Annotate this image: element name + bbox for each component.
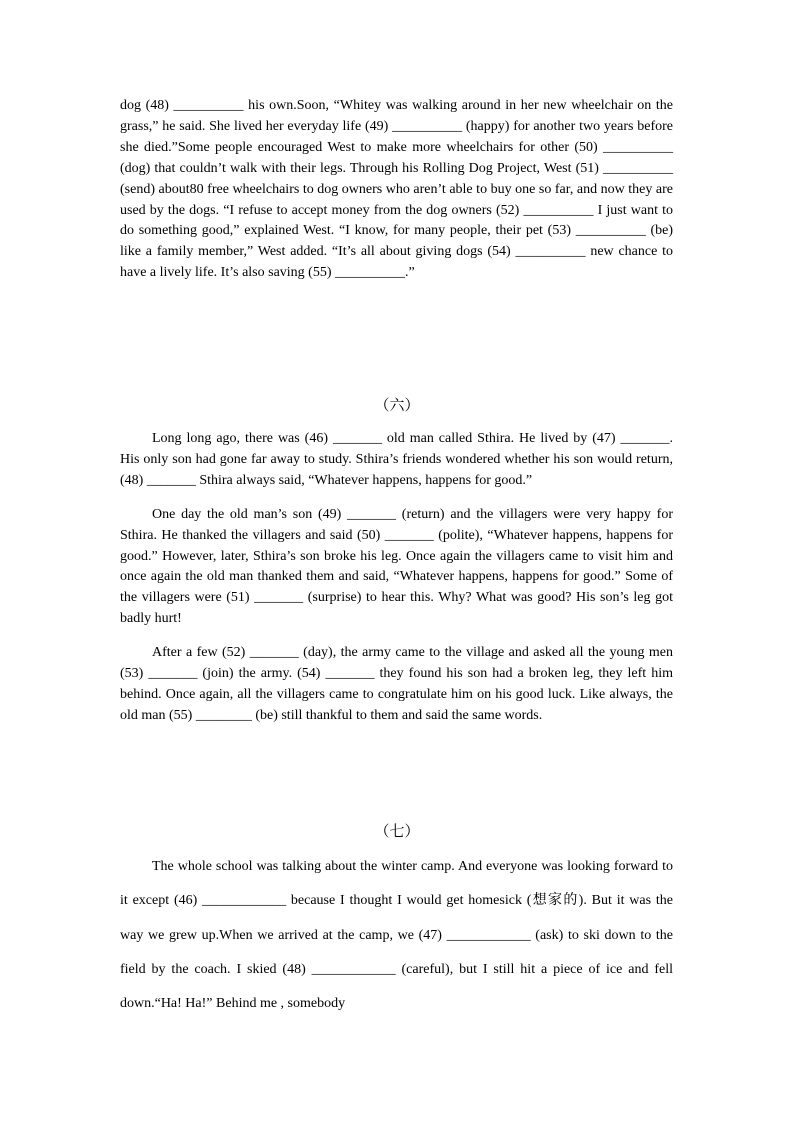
section-5-paragraph: dog (48) __________ his own.Soon, “Whitey was walking around in her new wheelchair on the grass,” he said. She lived her everyday life (49) __________ (happy) for another two years before she died.”Some people encouraged West to make more wheelchairs for other (50) __________ (dog) that couldn’t walk with their legs. Through his Rolling Dog Project, West (51) __________ (send) about80 free wheelchairs to dog owners who aren’t able to buy one so far, and now they are used by the dogs. “I refuse to accept money from the dog owners (52) __________ I just want to do something good,” explained West. “I know, for many people, their pet (53) __________ (be) like a family member,” West added. “It’s all about giving dogs (54) __________ new chance to have a lively life. It’s also saving (55) __________.” [120, 98, 673, 281]
section-7-passage [120, 850, 673, 1021]
section-7-paragraph: The whole school was talking about the winter camp. And everyone was looking forward to it except (46) ____________ because I thought I would get homesick (想家的). But it was the way we grew up.When we arrived at the camp, we (47) ____________ (ask) to ski down to the field by the coach. I skied (48) ____________ (careful), but I still hit a piece of ice and fell down.“Ha! Ha!” Behind me , somebody [120, 859, 673, 1012]
section-6-paragraph-2: One day the old man’s son (49) _______ (return) and the villagers were very happy for Sthira. He thanked the villagers and said (50) _______ (polite), “Whatever happens, happens for good.” However, later, Sthira’s son broke his leg. Once again the villagers came to visit him and once again the old man thanked them and said, “Whatever happens, happens for good.” Some of the villagers were (51) _______ (surprise) to hear this. Why? What was good? His son’s leg got badly hurt! [120, 506, 673, 627]
section-6-passage [120, 429, 673, 740]
section-6-heading: （六） [374, 398, 420, 414]
section-6-paragraph-1: Long long ago, there was (46) _______ old man called Sthira. He lived by (47) _______. His only son had gone far away to study. Sthira’s friends wondered whether his son would return, (48) _______ Sthira always said, “Whatever happens, happens for good.” [120, 431, 673, 488]
section-7-heading: （七） [374, 824, 420, 840]
section-6-paragraph-3: After a few (52) _______ (day), the army came to the village and asked all the young men (53) _______ (join) the army. (54) _______ they found his son had a broken leg, they left him behind. Once again, all the villagers came to congratulate him on his good luck. Like always, the old man (55) ________ (be) still thankful to them and said the same words. [120, 645, 673, 723]
section-5-passage [120, 96, 673, 284]
